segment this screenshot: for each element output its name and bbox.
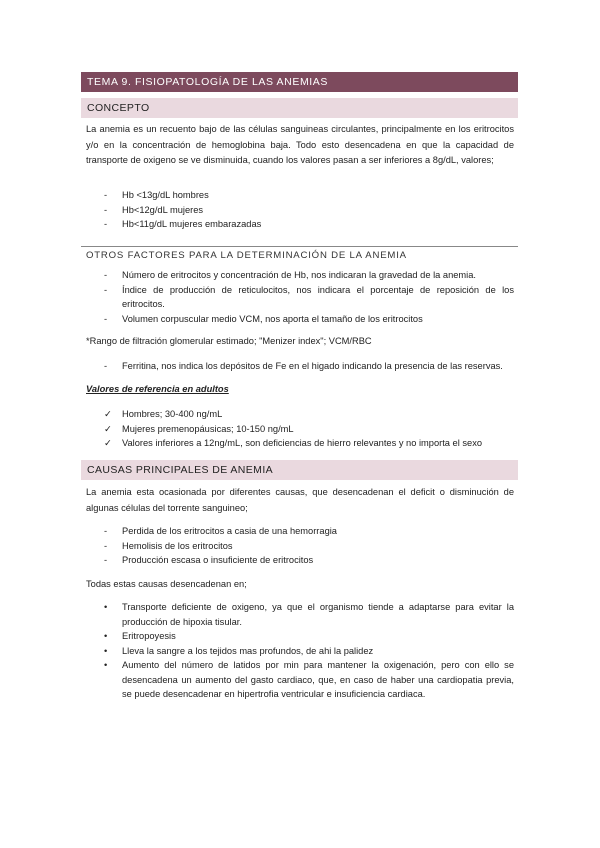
page-title: TEMA 9. FISIOPATOLOGÍA DE LAS ANEMIAS (81, 72, 518, 92)
reference-values-heading: Valores de referencia en adultos (86, 384, 229, 394)
list-item: - Número de eritrocitos y concentración de Hb, nos indicaran la gravedad de la anemia. (104, 270, 476, 280)
hemoglobin-values-list (104, 188, 514, 232)
list-item: - Hemolisis de los eritrocitos (104, 540, 233, 551)
reference-values-list (104, 407, 514, 451)
check-icon: ✓ (104, 409, 112, 419)
list-item: • Lleva la sangre a los tejidos mas profundos, de ahi la palidez (104, 645, 374, 656)
list-item: - Ferritina, nos indica los depósitos de Fe en el higado indicando la presencia de las reservas. (104, 361, 503, 371)
list-item: - Volumen corpuscular medio VCM, nos aporta el tamaño de los eritrocitos (104, 313, 423, 324)
list-item: • Transporte deficiente de oxigeno, ya que el organismo tiende a adaptarse para evitar la producción de hipoxia tisular. (104, 602, 514, 627)
ferritina-list (104, 359, 514, 374)
list-item: - Hb <13g/dL hombres (104, 190, 209, 200)
list-item: ✓ Valores inferiores a 12ng/mL, son deficiencias de hierro relevantes y no importa el sexo (104, 436, 514, 451)
causas-lead-text: Todas estas causas desencadenan en; (86, 579, 247, 589)
list-item: - Índice de producción de reticulocitos, nos indicara el porcentaje de reposición de los eritrocitos. (104, 284, 514, 309)
other-factors-list (104, 268, 514, 326)
causas-paragraph: La anemia esta ocasionada por diferentes causas, que desencadenan el deficit o disminución de algunas células del torrente sanguineo; (86, 487, 514, 513)
check-icon: ✓ (104, 423, 112, 434)
consequences-list (104, 600, 514, 702)
note-text: *Rango de filtración glomerular estimado; "Menizer index"; VCM/RBC (86, 336, 372, 346)
list-item: - Hb<12g/dL mujeres (104, 204, 204, 215)
list-item: • Aumento del número de latidos por min para mantener la oxigenación, pero con ello se desencadena un aumento del gasto cardiaco, que, en caso de haber una cardiopatia previa, se puede desencadenar en hipertrofia ventricular e insuficiencia cardiaca. (104, 660, 514, 699)
section-heading-concepto: CONCEPTO (81, 98, 518, 118)
causes-list (104, 524, 514, 568)
concepto-paragraph: La anemia es un recuento bajo de las células sanguineas circulantes, principalmente en los eritrocitos y/o en la concentración de hemoglobina baja. Todo esto desencadena en que la capacidad de transporte de oxigeno se ve disminuida, cuando los valores pasan a ser inferiores a 8g/dL, valores; (86, 124, 514, 165)
section-heading-otros-factores: OTROS FACTORES PARA LA DETERMINACIÓN DE LA ANEMIA (86, 250, 407, 261)
list-item: - Producción escasa o insuficiente de eritrocitos (104, 555, 314, 565)
list-item: ✓ Mujeres premenopáusicas; 10-150 ng/mL (104, 422, 514, 437)
list-item: ✓ Hombres; 30-400 ng/mL (104, 407, 514, 422)
section-divider (81, 246, 518, 247)
list-item: - Hb<11g/dL mujeres embarazadas (104, 219, 262, 229)
check-icon: ✓ (104, 438, 112, 448)
list-item: • Eritropoyesis (104, 631, 176, 641)
list-item: - Perdida de los eritrocitos a casia de una hemorragia (104, 526, 337, 536)
section-heading-causas: CAUSAS PRINCIPALES DE ANEMIA (81, 460, 518, 480)
